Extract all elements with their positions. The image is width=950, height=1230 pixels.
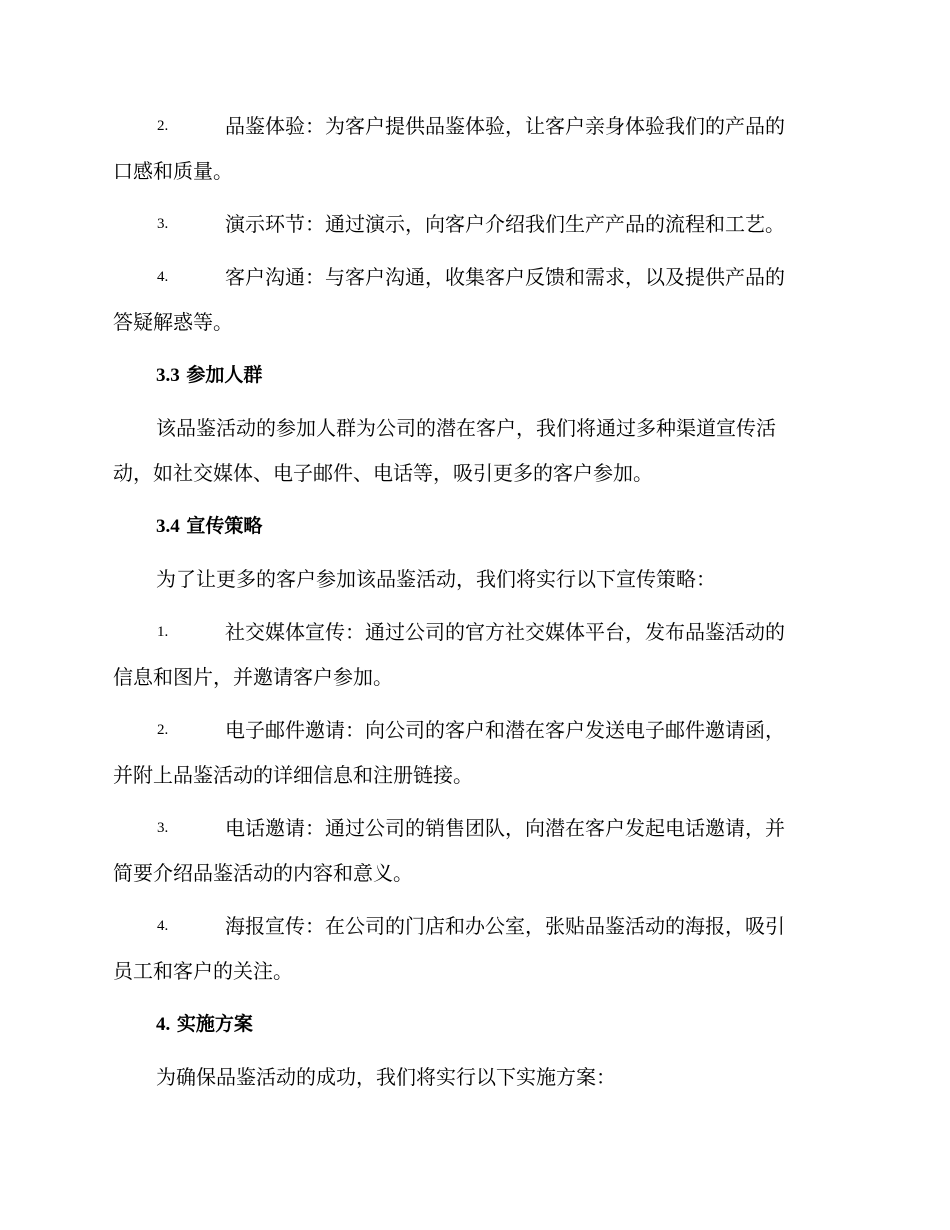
list-text: 社交媒体宣传：通过公司的官方社交媒体平台，发布品鉴活动的 [225, 620, 785, 644]
list-text-continued: 信息和图片，并邀请客户参加。 [113, 665, 393, 689]
list-number: 3. [157, 820, 169, 836]
list-number: 4. [157, 269, 169, 285]
list-text: 电子邮件邀请：向公司的客户和潜在客户发送电子邮件邀请函， [225, 718, 785, 742]
list-number: 2. [157, 118, 169, 134]
section-number: 3.4 [156, 516, 180, 537]
list-item [113, 212, 833, 236]
list-number: 4. [157, 918, 169, 934]
section-number: 3.3 [156, 365, 180, 386]
list-item [113, 914, 833, 983]
section-number: 4. [156, 1014, 171, 1035]
paragraph-line: 动，如社交媒体、电子邮件、电话等，吸引更多的客户参加。 [113, 461, 653, 485]
section-title: 参加人群 [186, 364, 263, 386]
paragraph-line: 为了让更多的客户参加该品鉴活动，我们将实行以下宣传策略： [156, 567, 716, 591]
paragraph-line: 为确保品鉴活动的成功，我们将实行以下实施方案： [156, 1065, 616, 1089]
section-title: 实施方案 [176, 1013, 253, 1035]
section-heading [113, 514, 833, 538]
list-number: 1. [157, 624, 169, 640]
document-page [113, 106, 833, 1089]
list-item [113, 114, 833, 183]
section-title: 宣传策略 [186, 515, 263, 537]
list-text-continued: 答疑解惑等。 [113, 310, 233, 334]
list-text-continued: 简要介绍品鉴活动的内容和意义。 [113, 861, 413, 885]
list-text-continued: 口感和质量。 [113, 159, 233, 183]
list-text: 演示环节：通过演示，向客户介绍我们生产产品的流程和工艺。 [225, 212, 785, 236]
list-item [113, 620, 833, 689]
list-text-continued: 员工和客户的关注。 [113, 959, 293, 983]
list-text: 电话邀请：通过公司的销售团队，向潜在客户发起电话邀请，并 [225, 816, 785, 840]
list-text-continued: 并附上品鉴活动的详细信息和注册链接。 [113, 763, 473, 787]
list-number: 2. [157, 722, 169, 738]
list-text: 品鉴体验：为客户提供品鉴体验，让客户亲身体验我们的产品的 [225, 114, 785, 138]
list-item [113, 816, 833, 885]
list-text: 客户沟通：与客户沟通，收集客户反馈和需求，以及提供产品的 [225, 265, 785, 289]
list-text: 海报宣传：在公司的门店和办公室，张贴品鉴活动的海报，吸引 [225, 914, 785, 938]
list-number: 3. [157, 216, 169, 232]
paragraph [113, 416, 833, 485]
list-item [113, 265, 833, 334]
list-item [113, 718, 833, 787]
section-heading [113, 1012, 833, 1036]
section-heading [113, 363, 833, 387]
paragraph-line: 该品鉴活动的参加人群为公司的潜在客户，我们将通过多种渠道宣传活 [156, 416, 776, 440]
